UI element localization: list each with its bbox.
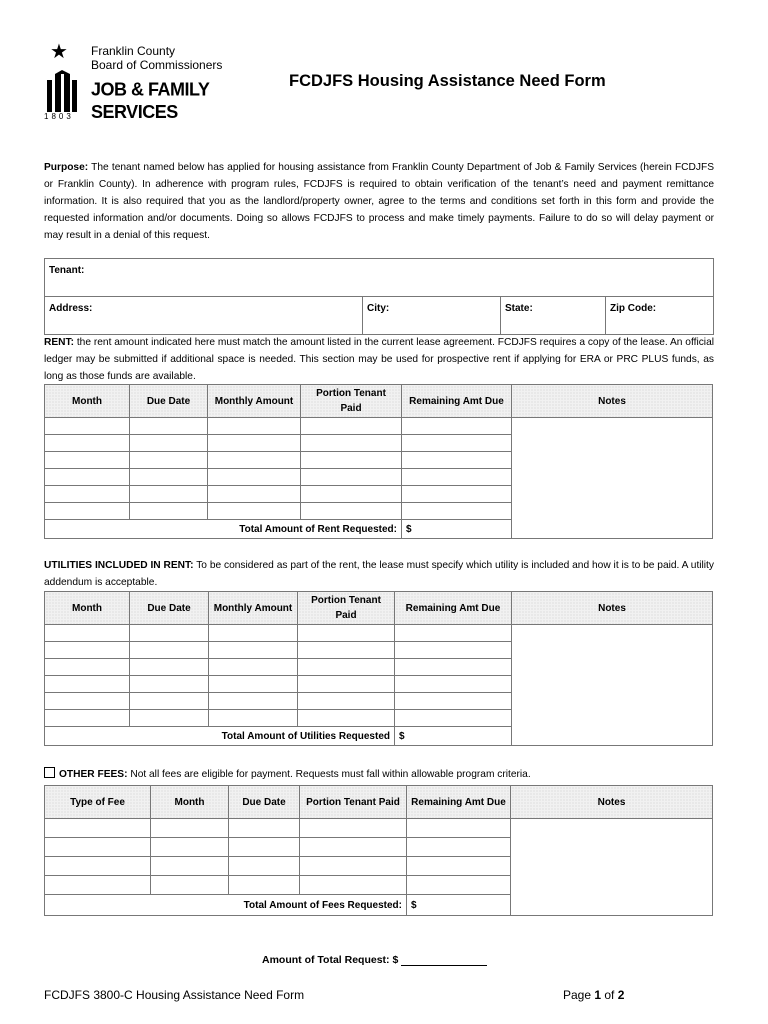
cell[interactable] [45, 710, 130, 727]
cell[interactable] [45, 838, 151, 857]
tenant-field[interactable]: Tenant: [45, 259, 714, 297]
cell[interactable] [208, 452, 301, 469]
cell[interactable] [130, 503, 208, 520]
cell[interactable] [45, 676, 130, 693]
utilities-header-month: Month [45, 592, 130, 625]
rent-header-portion-tenant-paid: Portion Tenant Paid [301, 385, 402, 418]
cell[interactable] [395, 710, 512, 727]
city-field[interactable]: City: [363, 297, 501, 335]
fees-header-portion-tenant-paid: Portion Tenant Paid [300, 786, 407, 819]
cell[interactable] [208, 418, 301, 435]
cell[interactable] [45, 876, 151, 895]
cell[interactable] [301, 435, 402, 452]
utilities-text: To be considered as part of the rent, the lease must specify which utility is included and how it is to be paid. A utility addendum is acceptable. [44, 560, 714, 588]
cell[interactable] [130, 642, 209, 659]
utilities-header-remaining-amt-due: Remaining Amt Due [395, 592, 512, 625]
cell[interactable] [151, 876, 229, 895]
cell[interactable] [130, 452, 208, 469]
state-field[interactable]: State: [501, 297, 606, 335]
utilities-paragraph [44, 557, 714, 591]
jfs-line-2: SERVICES [91, 101, 178, 122]
agency-wordmark [91, 79, 209, 123]
cell[interactable] [402, 452, 512, 469]
other-fees-label: OTHER FEES: [59, 769, 128, 780]
page-num: 1 [594, 988, 602, 1002]
fees-header-remaining-amt-due: Remaining Amt Due [407, 786, 511, 819]
utilities-header-notes: Notes [512, 592, 713, 625]
cell[interactable] [45, 486, 130, 503]
cell[interactable] [301, 503, 402, 520]
rent-header-due-date: Due Date [130, 385, 208, 418]
rent-notes-cell[interactable] [512, 418, 713, 539]
rent-paragraph [44, 334, 714, 385]
cell[interactable] [402, 418, 512, 435]
county-name [91, 44, 222, 72]
checkbox-icon[interactable] [44, 767, 55, 778]
cell[interactable] [209, 625, 298, 642]
page-total: 2 [617, 988, 625, 1002]
rent-header-month: Month [45, 385, 130, 418]
total-request-label: Amount of Total Request: $ [262, 954, 399, 966]
cell[interactable] [45, 693, 130, 710]
fees-header-month: Month [151, 786, 229, 819]
cell[interactable] [208, 503, 301, 520]
cell[interactable] [130, 676, 209, 693]
cell[interactable] [130, 659, 209, 676]
cell[interactable] [45, 857, 151, 876]
cell[interactable] [45, 625, 130, 642]
utilities-header-due-date: Due Date [130, 592, 209, 625]
cell[interactable] [407, 838, 511, 857]
utilities-notes-cell[interactable] [512, 625, 713, 746]
cell[interactable] [130, 469, 208, 486]
cell[interactable] [300, 838, 407, 857]
utilities-header-monthly-amount: Monthly Amount [209, 592, 298, 625]
cell[interactable] [395, 625, 512, 642]
cell[interactable] [45, 469, 130, 486]
total-request [262, 953, 487, 966]
rent-header-notes: Notes [512, 385, 713, 418]
page-prefix: Page [563, 988, 595, 1002]
zip-field[interactable]: Zip Code: [606, 297, 714, 335]
cell[interactable] [229, 838, 300, 857]
cell[interactable] [45, 503, 130, 520]
cell[interactable] [208, 435, 301, 452]
cell[interactable] [229, 876, 300, 895]
cell[interactable] [395, 642, 512, 659]
cell[interactable] [301, 486, 402, 503]
cell[interactable] [298, 693, 395, 710]
cell[interactable] [301, 418, 402, 435]
cell[interactable] [395, 676, 512, 693]
cell[interactable] [151, 857, 229, 876]
cell[interactable] [229, 819, 300, 838]
other-fees-text: Not all fees are eligible for payment. Requests must fall within allowable program criteria. [127, 769, 531, 780]
cell[interactable] [45, 642, 130, 659]
cell[interactable] [402, 503, 512, 520]
utilities-total-label: Total Amount of Utilities Requested [45, 727, 395, 746]
utilities-table [44, 591, 713, 746]
table-row [45, 418, 713, 435]
cell[interactable] [209, 693, 298, 710]
utilities-header-portion-tenant-paid: Portion Tenant Paid [298, 592, 395, 625]
county-line-1: Franklin County [91, 44, 176, 58]
fees-total-field[interactable]: $ [407, 895, 511, 916]
cell[interactable] [402, 486, 512, 503]
fees-header-type-of-fee: Type of Fee [45, 786, 151, 819]
cell[interactable] [395, 693, 512, 710]
cell[interactable] [298, 642, 395, 659]
cell[interactable] [395, 659, 512, 676]
rent-table [44, 384, 713, 539]
cell[interactable] [209, 710, 298, 727]
cell[interactable] [45, 435, 130, 452]
cell[interactable] [407, 876, 511, 895]
cell[interactable] [301, 469, 402, 486]
cell[interactable] [300, 857, 407, 876]
cell[interactable] [298, 710, 395, 727]
page-of: of [601, 988, 618, 1002]
cell[interactable] [209, 676, 298, 693]
rent-total-label: Total Amount of Rent Requested: [45, 520, 402, 539]
other-fees-table [44, 785, 713, 916]
cell[interactable] [130, 693, 209, 710]
rent-header-remaining-amt-due: Remaining Amt Due [402, 385, 512, 418]
cell[interactable] [45, 452, 130, 469]
cell[interactable] [130, 418, 208, 435]
capitol-logo-icon [45, 70, 79, 112]
rent-header-monthly-amount: Monthly Amount [208, 385, 301, 418]
star-icon: ★ [50, 41, 68, 63]
cell[interactable] [298, 625, 395, 642]
cell[interactable] [208, 486, 301, 503]
cell[interactable] [298, 676, 395, 693]
tenant-info-table [44, 258, 714, 335]
rent-total-field[interactable]: $ [402, 520, 512, 539]
form-title: FCDJFS Housing Assistance Need Form [289, 72, 606, 90]
purpose-text: The tenant named below has applied for housing assistance from Franklin County Department of Job & Family Services (herein FCDJFS or Franklin County). In adherence with program rules, FCDJFS is required to obtain verification of the tenant’s need and payment remittance information. It is also required that you as the landlord/property owner, agree to the terms and conditions set forth in this form and provide the requested information and/or documents. Doing so allows FCDJFS to process and make timely payments. Failure to do so will delay payment or may result in a denial of this request. [44, 162, 714, 241]
cell[interactable] [130, 710, 209, 727]
other-fees-paragraph [44, 766, 714, 783]
utilities-total-field[interactable]: $ [395, 727, 512, 746]
cell[interactable] [229, 857, 300, 876]
cell[interactable] [407, 857, 511, 876]
cell[interactable] [301, 452, 402, 469]
cell[interactable] [209, 642, 298, 659]
cell[interactable] [300, 876, 407, 895]
cell[interactable] [407, 819, 511, 838]
cell[interactable] [151, 838, 229, 857]
purpose-label: Purpose: [44, 162, 89, 173]
cell[interactable] [45, 659, 130, 676]
address-field[interactable]: Address: [45, 297, 363, 335]
cell[interactable] [209, 659, 298, 676]
cell[interactable] [45, 819, 151, 838]
cell[interactable] [45, 418, 130, 435]
purpose-paragraph [44, 159, 714, 244]
footer-form-name: FCDJFS 3800-C Housing Assistance Need Form [44, 988, 305, 1002]
table-row [45, 625, 713, 642]
cell[interactable] [298, 659, 395, 676]
cell[interactable] [300, 819, 407, 838]
footer-page-number [563, 988, 624, 1002]
fees-total-label: Total Amount of Fees Requested: [45, 895, 407, 916]
fees-header-notes: Notes [511, 786, 713, 819]
cell[interactable] [130, 435, 208, 452]
utilities-label: UTILITIES INCLUDED IN RENT: [44, 560, 194, 571]
total-request-field[interactable] [401, 953, 487, 966]
cell[interactable] [402, 435, 512, 452]
rent-label: RENT: [44, 337, 74, 348]
cell[interactable] [402, 469, 512, 486]
fees-notes-cell[interactable] [511, 819, 713, 916]
table-row [45, 819, 713, 838]
cell[interactable] [130, 486, 208, 503]
rent-text: the rent amount indicated here must match the amount listed in the current lease agreement. FCDJFS requires a copy of the lease. An official ledger may be submitted if additional space is needed. This section may be used for prospective rent if applying for ERA or PRC PLUS funds, as long as those funds are available. [44, 337, 714, 382]
jfs-line-1: JOB & FAMILY [91, 78, 210, 100]
logo-year: 1803 [44, 112, 74, 121]
cell[interactable] [130, 625, 209, 642]
cell[interactable] [208, 469, 301, 486]
fees-header-due-date: Due Date [229, 786, 300, 819]
county-line-2: Board of Commissioners [91, 58, 223, 72]
cell[interactable] [151, 819, 229, 838]
